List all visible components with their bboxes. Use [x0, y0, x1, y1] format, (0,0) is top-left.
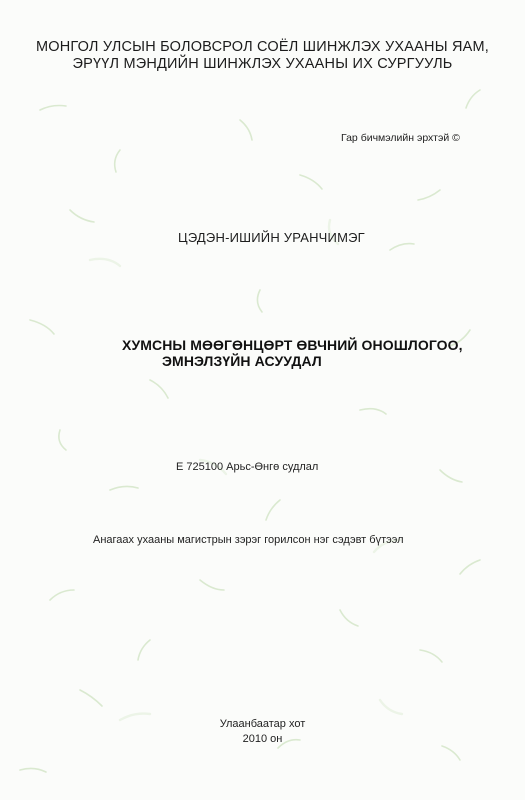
year: 2010 он — [242, 733, 283, 745]
university-name-line-2: ЭРҮҮЛ МЭНДИЙН ШИНЖЛЭХ УХААНЫ ИХ СУРГУУЛЬ — [72, 56, 453, 72]
specialty-code: Е 725100 Арьс-Өнгө судлал — [176, 461, 319, 473]
degree-statement: Анагаах ухааны магистрын зэрэг горилсон нэг сэдэвт бүтээл — [93, 534, 404, 546]
ministry-name-line-1: МОНГОЛ УЛСЫН БОЛОВСРОЛ СОЁЛ ШИНЖЛЭХ УХААНЫ ЯАМ, — [35, 39, 490, 55]
thesis-title-line-1: ХУМСНЫ МӨӨГӨНЦӨРТ ӨВЧНИЙ ОНОШЛОГОО, — [122, 337, 463, 353]
thesis-title-line-2: ЭМНЭЛЗҮЙН АСУУДАЛ — [162, 353, 322, 369]
copyright-notice: Гар бичмэлийн эрхтэй © — [341, 132, 460, 144]
author-name: ЦЭДЭН-ИШИЙН УРАНЧИМЭГ — [178, 230, 365, 245]
city: Улаанбаатар хот — [219, 718, 306, 730]
